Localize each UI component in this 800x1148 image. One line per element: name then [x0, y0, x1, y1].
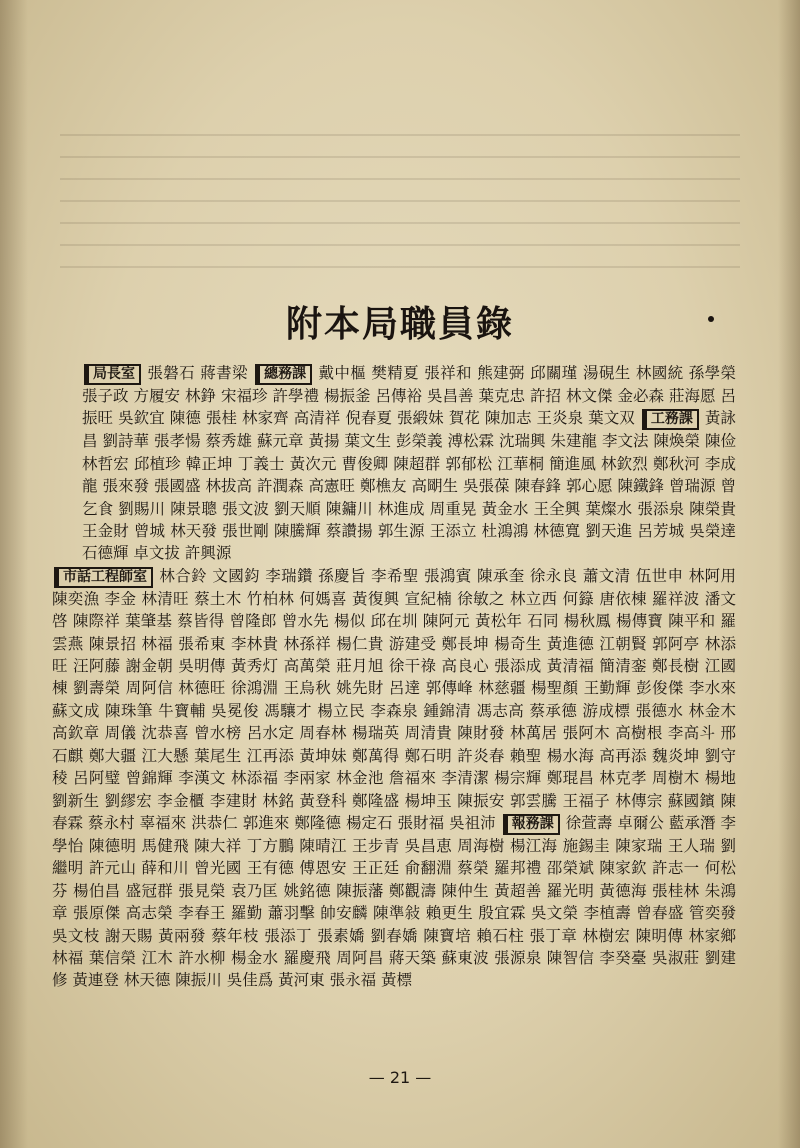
dept-label-director-office: 局長室 [84, 364, 141, 385]
dept-label-city-telephone-engineer: 市話工程師室 [54, 567, 153, 588]
staff-paragraph [52, 565, 736, 992]
page-number: — 21 — [368, 1068, 432, 1087]
page-title: 附本局職員錄 [285, 304, 514, 345]
staff-paragraph [52, 362, 736, 565]
staff-names-engineering: 黃詠昌 劉詩華 張孝愓 蔡秀雄 蘇元章 黃揚 葉文生 彭榮義 溥松霖 沈瑞興 朱建龍 李文法 陳煥榮 陳俭 林哲宏 邱植珍 韓正坤 丁義士 黃次元 曹俊卿 陳超群 郭郁松 江華桐 簡進風 林欽烈 鄭秋河 李成龍 張來發 張國盛 林拔高 許潤森 高憲旺 鄭樵友 高朙生 吳張葆 陳春鋒 郭心愿 陳鐵鋒 曾瑞源 曾乞食 劉賜川 陳景聰 張文波 劉天順 陳鏞川 林進成 周重晃 黃金水 王全興 葉燦水 張添泉 陳榮貴 王金財 曾城 林天發 張世剛 陳騰輝 蔡讚揚 郭生源 王添立 杜鴻鴻 林德寬 劉天進 呂芳城 吳榮達 石德輝 卓文拔 許興源 [82, 409, 736, 563]
dept-label-telegraph: 報務課 [503, 814, 560, 835]
dept-label-engineering: 工務課 [642, 409, 699, 430]
staff-names-general-affairs: 戴中樞 樊精夏 張祥和 熊建弼 邱關瑾 湯硯生 林國統 孫學榮 張子政 方履安 林錚 宋福珍 許學禮 楊振釜 呂傳裕 吳昌善 葉克忠 許招 林文傑 金必森 莊海愿 呂振旺 吳欽宜 陳德 張桂 林家齊 高清祥 倪春夏 張緞妹 賀花 陳加志 王炎泉 葉文双 [82, 364, 736, 428]
staff-names-director-office: 張磐石 蔣書梁 [147, 364, 248, 382]
staff-names-city-telephone-engineer: 林合鈴 文國鈞 李瑞鑽 孫慶旨 李希聖 張鴻賓 陳承奎 徐永良 蕭文清 伍世申 林阿用 陳奕漁 李金 林清旺 蔡土木 竹柏林 何媽喜 黃復興 宣紀楠 徐敏之 林立西 何籙 唐依棟 羅祥波 潘文啓 陳際祥 葉肇基 蔡皆得 曾隆郎 曾水先 楊似 邱在圳 陳阿元 黃松年 石同 楊秋鳳 楊傳寶 陳平和 羅雲燕 陳景招 林福 張希東 李林貴 林孫祥 楊仁貴 游建受 鄭長坤 楊奇生 黃進德 江朝賢 郭阿亭 林添旺 汪阿藤 謝金朝 吳明傳 黃秀灯 高萬榮 莊月旭 徐干祿 高良心 張添成 黃清福 簡清銮 鄭長樹 江國棟 劉壽榮 周阿信 林德旺 徐鴻淵 王烏秋 姚先財 呂達 郭傳峰 林慈疆 楊聖顏 王勤輝 彭俊傑 李水來 蘇文成 陳珠筆 牛寶輔 吳冕俊 馮驤才 楊立民 李森泉 鍾錦清 馮志高 蔡承德 游成標 張德水 林金木 高欽章 周儀 沈恭喜 曾水榜 呂水定 周春林 楊瑞英 周清貴 陳財發 林萬居 張阿木 高樹根 李高斗 邢石麒 鄭大疆 江大懸 葉尾生 江再添 黃坤妹 鄭萬得 鄭石明 許炎春 賴聖 楊水海 高再添 魏炎坤 劉守稜 呂阿璧 曾錦輝 李漢文 林添福 李兩家 林金池 詹福來 李清潔 楊宗輝 鄭琨昌 林克孝 周樹木 楊地 劉新生 劉繆宏 李金櫃 李建財 林銘 黃登科 鄭隆盛 楊坤玉 陳振安 郭雲騰 王福子 林傳宗 蘇國鑌 陳春霖 蔡永村 辜福來 洪恭仁 郭進來 鄭隆德 楊定石 張財福 吳祖沛 [52, 566, 736, 832]
staff-directory [52, 362, 736, 992]
bleed-through-texture [60, 120, 740, 280]
dept-label-general-affairs: 總務課 [255, 364, 312, 385]
staff-names-telegraph: 徐萱壽 卓爾公 藍承潛 李學怡 陳德明 馬健飛 陳大祥 丁方鵬 陳晴江 王步青 吳昌恵 周海樹 楊江海 施錫圭 陳家瑞 王人瑞 劉繼明 許元山 薛和川 曾光國 王有德 傅恩安 王正廷 俞翻淵 蔡榮 羅邦禮 邵榮斌 陳家欽 許志一 何松芬 楊伯昌 盛冠群 張見榮 袁乃匡 姚銘德 陳振藩 鄭觀濤 陳仲生 黃超善 羅光明 黃德海 張桂林 朱鴻章 張原傑 高志榮 李春王 羅勤 蕭羽擊 帥安麟 陳準敍 賴更生 殷宜霖 吳文榮 李植壽 曾春盛 管奕發 吳文枝 謝天賜 黃兩發 蔡年枝 張添丁 張素嬌 劉春嬌 陳寶培 賴石柱 張丁章 林樹宏 陳明傳 林家鄉 林福 葉信榮 江木 許水柳 楊金水 羅慶飛 周阿昌 蔣天築 蘇東波 張源泉 陳智信 李癸臺 吳淑莊 劉建修 黃連登 林天德 陳振川 吳佳爲 黃河東 張永福 黃標 [52, 813, 736, 990]
ink-dot [708, 316, 714, 322]
